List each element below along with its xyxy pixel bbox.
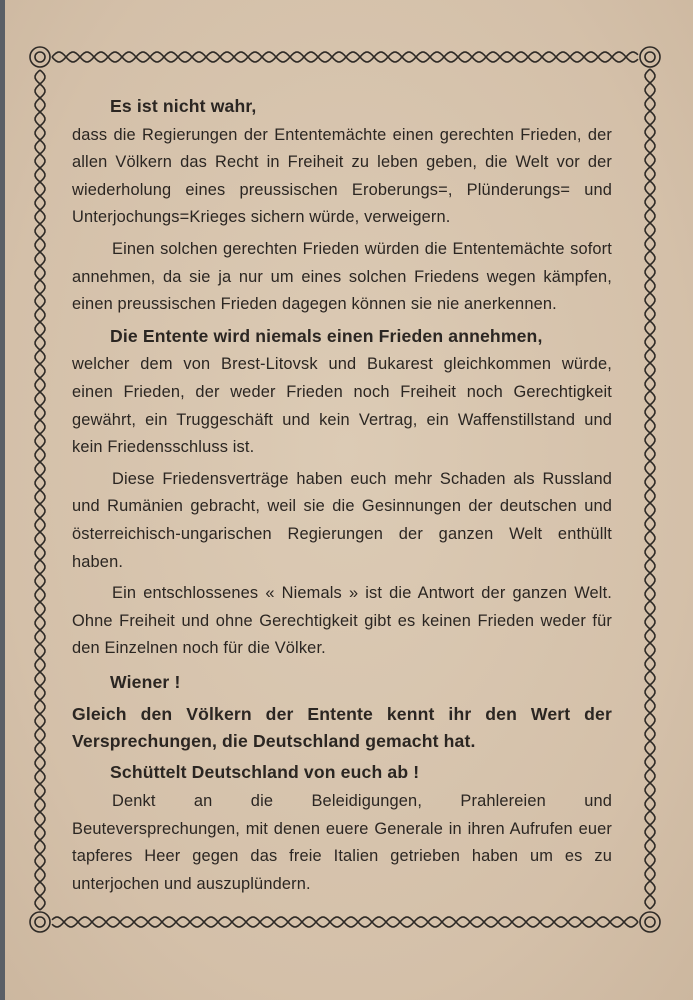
border-corner-loop	[35, 917, 45, 927]
leaflet-text	[72, 93, 612, 898]
heading-3: Wiener !	[110, 671, 181, 692]
border-corner-loop	[30, 47, 50, 67]
heading-1: Es ist nicht wahr,	[110, 96, 257, 116]
border-corner-loop	[35, 52, 45, 62]
border-corner-loop	[30, 912, 50, 932]
paragraph-9-text: Denkt an die Beleidigungen, Prahlereien und Beuteversprechungen, mit denen euere Generale in ihren Aufrufen euer tapferes Heer gegen das freie Italien getrieben haben um es zu unterjochen und auszuplündern.	[72, 792, 612, 893]
heading-2: Die Entente wird niemals einen Frieden annehmen,	[110, 325, 543, 346]
paragraph-5	[72, 580, 612, 663]
paragraph-9	[72, 788, 612, 898]
paragraph-1-text: dass die Regierungen der Ententemächte einen gerechten Frieden, der allen Völkern das Recht in Freiheit zu leben geben, die Welt vor der wiederholung eines preussischen Eroberungs=, Plünderungs= und Unterjochungs=Krieges sichern würde, verweigern.	[72, 125, 612, 227]
paragraph-2-text: Einen solchen gerechten Frieden würden die Ententemächte sofort annehmen, da sie ja nur um eines solchen Friedens wegen kämpfen, einen preussischen Frieden dagegen können sie nie anerkennen.	[72, 239, 612, 314]
border-corner-loop	[645, 52, 655, 62]
border-strand	[35, 70, 45, 910]
paragraph-1	[72, 93, 612, 232]
paragraph-5-text: Ein entschlossenes « Niemals » ist die Antwort der ganzen Welt. Ohne Freiheit und ohne Gerechtigkeit gibt es keinen Frieden weder für den Einzelnen noch für die Völker.	[72, 584, 612, 658]
paragraph-7	[72, 701, 612, 755]
border-corner-loop	[645, 917, 655, 927]
bold-statement: Gleich den Völkern der Entente kennt ihr den Wert der Versprechungen, die Deutschland gemacht hat.	[72, 704, 612, 752]
paragraph-8	[72, 759, 612, 788]
paragraph-4	[72, 466, 612, 576]
border-strand	[645, 69, 655, 909]
heading-4: Schüttelt Deutschland von euch ab !	[110, 762, 420, 783]
paragraph-2	[72, 236, 612, 319]
border-corner-loop	[640, 912, 660, 932]
border-corner-loop	[640, 47, 660, 67]
paragraph-3	[72, 323, 612, 462]
paragraph-3-text: welcher dem von Brest-Litovsk und Bukarest gleichkommen würde, einen Frieden, der weder Frieden noch Freiheit noch Gerechtigkeit gewährt, ein Truggeschäft und kein Vertrag, ein Waffenstillstand und kein Friedensschluss ist.	[72, 355, 612, 457]
paragraph-4-text: Diese Friedensverträge haben euch mehr Schaden als Russland und Rumänien gebracht, weil sie die Gesinnungen der deutschen und österreichisch-ungarischen Regierungen der ganzen Welt enthüllt haben.	[72, 469, 612, 571]
paragraph-6	[72, 669, 612, 698]
